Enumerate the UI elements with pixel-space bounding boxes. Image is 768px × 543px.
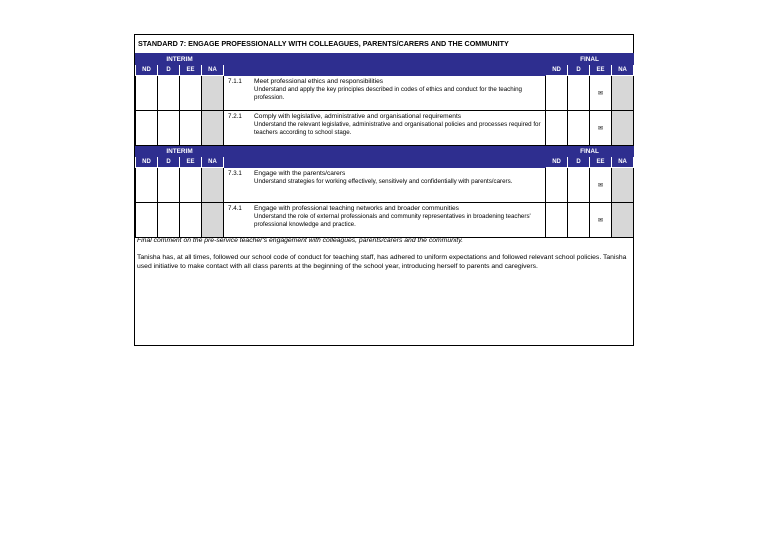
item-description	[224, 111, 546, 146]
item-code: 7.2.1	[228, 113, 242, 120]
assessment-table	[135, 53, 634, 238]
col-ee: EE	[180, 65, 202, 76]
final-comment-section	[137, 237, 631, 271]
col-nd: ND	[546, 65, 568, 76]
final-d-cell[interactable]	[568, 76, 590, 111]
item-detail: Understand the role of external professionals and community representatives in broadening teachers' professional knowledge and practice.	[254, 213, 531, 228]
item-description	[224, 203, 546, 238]
interim-nd-cell[interactable]	[136, 168, 158, 203]
interim-nd-cell[interactable]	[136, 111, 158, 146]
col-na: NA	[202, 65, 224, 76]
item-heading: Engage with professional teaching networks and broader communities	[254, 205, 459, 212]
final-label: FINAL	[546, 146, 634, 157]
final-nd-cell[interactable]	[546, 168, 568, 203]
item-code: 7.3.1	[228, 170, 242, 177]
interim-na-cell[interactable]	[202, 76, 224, 111]
item-description	[224, 168, 546, 203]
col-d: D	[158, 65, 180, 76]
final-ee-mark-icon[interactable]: ✉	[590, 111, 612, 146]
final-d-cell[interactable]	[568, 111, 590, 146]
table-row	[136, 111, 634, 146]
col-d: D	[158, 157, 180, 168]
interim-na-cell[interactable]	[202, 111, 224, 146]
col-ee: EE	[180, 157, 202, 168]
interim-nd-cell[interactable]	[136, 203, 158, 238]
interim-d-cell[interactable]	[158, 203, 180, 238]
header-band-2	[136, 146, 634, 157]
interim-label: INTERIM	[136, 54, 224, 65]
item-detail: Understand strategies for working effectively, sensitively and confidentially with parents/carers.	[254, 178, 513, 185]
item-heading: Meet professional ethics and responsibilities	[254, 78, 384, 85]
item-detail: Understand and apply the key principles described in codes of ethics and conduct for the teaching profession.	[254, 86, 522, 101]
final-d-cell[interactable]	[568, 203, 590, 238]
col-nd: ND	[546, 157, 568, 168]
final-nd-cell[interactable]	[546, 203, 568, 238]
final-label: FINAL	[546, 54, 634, 65]
interim-na-cell[interactable]	[202, 168, 224, 203]
interim-nd-cell[interactable]	[136, 76, 158, 111]
final-na-cell[interactable]	[612, 203, 634, 238]
interim-ee-cell[interactable]	[180, 76, 202, 111]
col-na: NA	[612, 65, 634, 76]
comment-text[interactable]: Tanisha has, at all times, followed our school code of conduct for teaching staff, has adhered to uniform expectations and followed relevant school policies. Tanisha used initiative to make contact with all class parents at the beginning of the school year, introducing herself to parents and caregivers.	[137, 254, 627, 270]
col-na: NA	[202, 157, 224, 168]
final-ee-mark-icon[interactable]: ✉	[590, 203, 612, 238]
item-heading: Comply with legislative, administrative and organisational requirements	[254, 113, 462, 120]
table-row	[136, 203, 634, 238]
column-header-row-2	[136, 157, 634, 168]
form-title: STANDARD 7: ENGAGE PROFESSIONALLY WITH COLLEAGUES, PARENTS/CARERS AND THE COMMUNITY	[138, 39, 509, 48]
comment-prompt: Final comment on the pre-service teacher's engagement with colleagues, parents/carers and the community.	[137, 237, 464, 244]
item-code: 7.4.1	[228, 205, 242, 212]
final-ee-mark-icon[interactable]: ✉	[590, 168, 612, 203]
interim-na-cell[interactable]	[202, 203, 224, 238]
final-nd-cell[interactable]	[546, 111, 568, 146]
final-d-cell[interactable]	[568, 168, 590, 203]
item-heading: Engage with the parents/carers	[254, 170, 346, 177]
interim-d-cell[interactable]	[158, 76, 180, 111]
interim-d-cell[interactable]	[158, 168, 180, 203]
header-band-1	[136, 54, 634, 65]
standard-7-form	[134, 34, 634, 346]
interim-ee-cell[interactable]	[180, 203, 202, 238]
final-na-cell[interactable]	[612, 111, 634, 146]
item-detail: Understand the relevant legislative, administrative and organisational policies and processes required for teachers according to school stage.	[254, 121, 541, 136]
final-na-cell[interactable]	[612, 168, 634, 203]
col-d: D	[568, 157, 590, 168]
col-nd: ND	[136, 157, 158, 168]
final-ee-mark-icon[interactable]: ✉	[590, 76, 612, 111]
final-na-cell[interactable]	[612, 76, 634, 111]
final-nd-cell[interactable]	[546, 76, 568, 111]
col-ee: EE	[590, 157, 612, 168]
col-ee: EE	[590, 65, 612, 76]
col-na: NA	[612, 157, 634, 168]
col-d: D	[568, 65, 590, 76]
interim-d-cell[interactable]	[158, 111, 180, 146]
table-row	[136, 168, 634, 203]
interim-ee-cell[interactable]	[180, 111, 202, 146]
interim-ee-cell[interactable]	[180, 168, 202, 203]
item-description	[224, 76, 546, 111]
column-header-row-1	[136, 65, 634, 76]
table-row	[136, 76, 634, 111]
item-code: 7.1.1	[228, 78, 242, 85]
col-nd: ND	[136, 65, 158, 76]
interim-label: INTERIM	[136, 146, 224, 157]
